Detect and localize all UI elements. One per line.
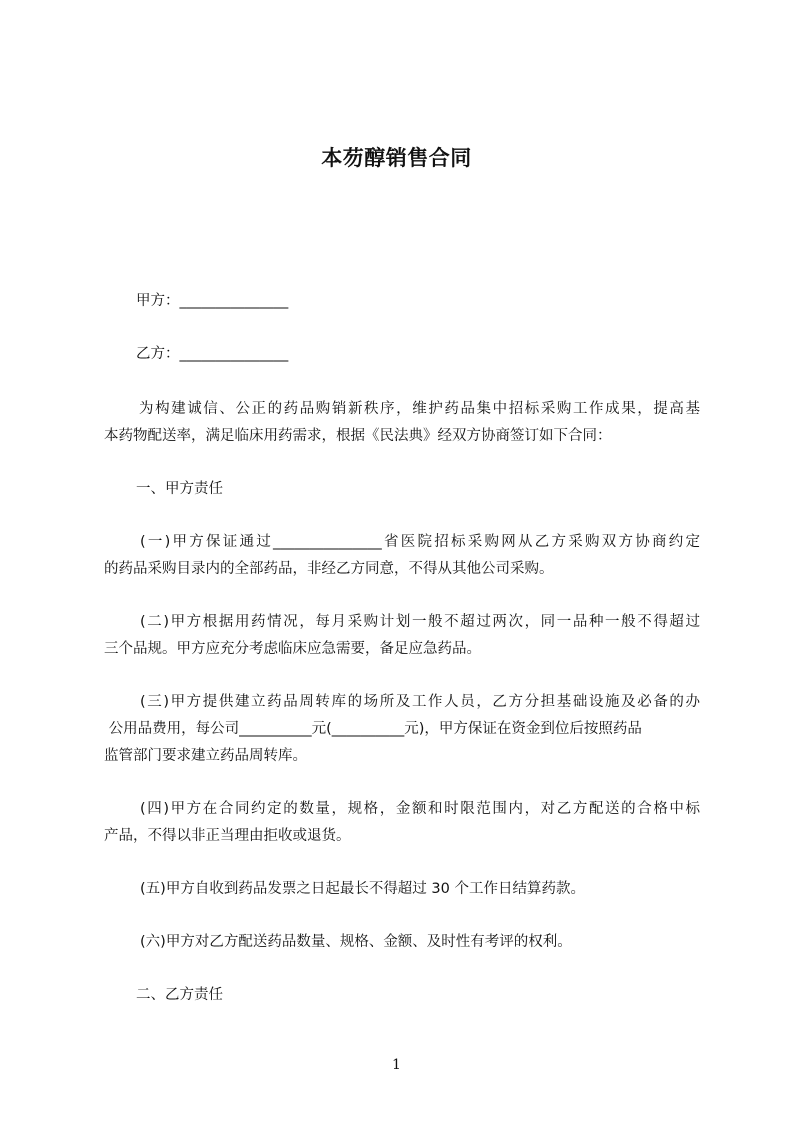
clause-6: (六)甲方对乙方配送药品数量、规格、金额、及时性有考评的权利。 bbox=[140, 934, 572, 950]
page-number: 1 bbox=[392, 1057, 401, 1073]
clause-1-line-2: 的药品采购目录内的全部药品，非经乙方同意，不得从其他公司采购。 bbox=[104, 561, 554, 577]
intro-line-1: 为构建诚信、公正的药品购销新秩序，维护药品集中招标采购工作成果，提高基 bbox=[139, 401, 700, 417]
clause-4-line-2: 产品，不得以非正当理由拒收或退货。 bbox=[104, 828, 351, 844]
clause-4-line-1: (四)甲方在合同约定的数量，规格，金额和时限范围内，对乙方配送的合格中标 bbox=[140, 801, 700, 817]
party-b-line: 乙方：_______________ bbox=[136, 346, 289, 362]
clause-2-line-1: (二)甲方根据用药情况，每月采购计划一般不超过两次，同一品种一般不得超过 bbox=[140, 614, 700, 630]
section-heading-party-a: 一、甲方责任 bbox=[136, 481, 223, 497]
clause-1-line-1: (一)甲方保证通过_______________省医院招标采购网从乙方采购双方协商约定 bbox=[140, 534, 700, 550]
clause-3-line-3: 监管部门要求建立药品周转库。 bbox=[104, 748, 307, 764]
party-a-line: 甲方：_______________ bbox=[136, 293, 289, 309]
clause-5: (五)甲方自收到药品发票之日起最长不得超过 30 个工作日结算药款。 bbox=[140, 881, 585, 897]
clause-2-line-2: 三个品规。甲方应充分考虑临床应急需要，备足应急药品。 bbox=[104, 641, 481, 657]
section-heading-party-b: 二、乙方责任 bbox=[136, 987, 223, 1003]
clause-3-line-1: (三)甲方提供建立药品周转库的场所及工作人员，乙方分担基础设施及必备的办 bbox=[140, 694, 700, 710]
intro-line-2: 本药物配送率，满足临床用药需求，根据《民法典》经双方协商签订如下合同： bbox=[104, 428, 612, 444]
clause-3-line-2: 公用品费用，每公司__________元(__________元)，甲方保证在资金到位后按照药品 bbox=[104, 721, 642, 737]
document-title: 本芴醇销售合同 bbox=[321, 146, 472, 170]
